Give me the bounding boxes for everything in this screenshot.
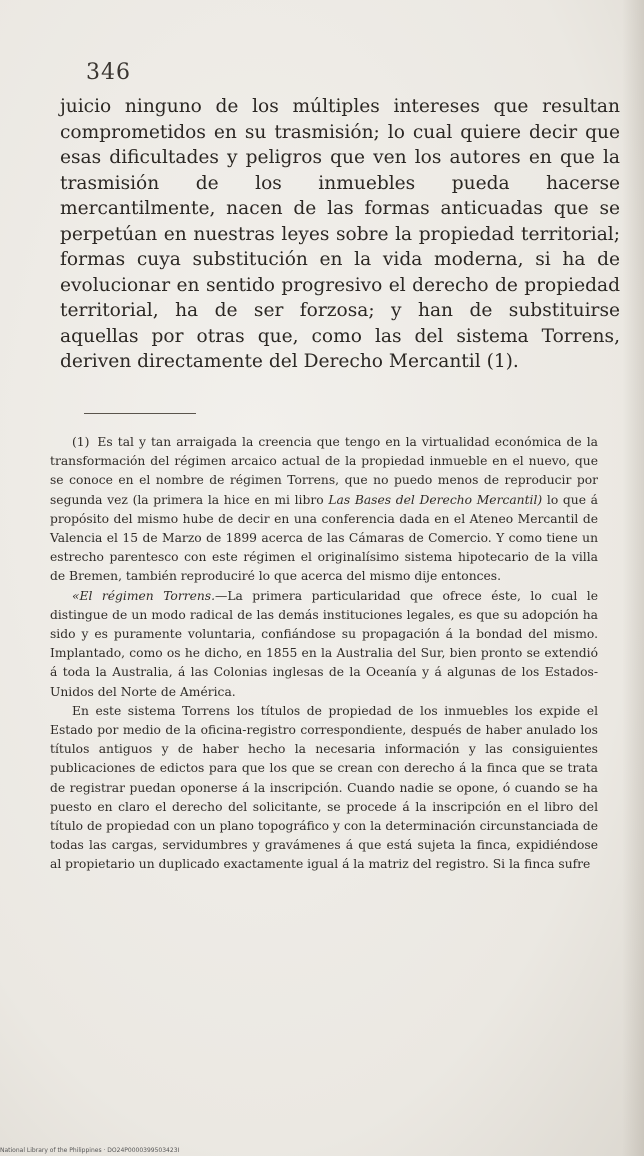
- page-edge-shadow: [622, 0, 644, 1156]
- footnote-paragraph-3: En este sistema Torrens los títulos de propiedad de los inmuebles los expide el Estado por medio de la oficina-registro correspondiente, después de haber anulado los títulos antiguos y de haber hecho la necesaria información y las consiguientes publicaciones de edictos para que los que se crean con derecho á la finca que se trata de registrar puedan oponerse á la inscripción. Cuando nadie se opone, ó cuando se ha puesto en claro el derecho del solicitante, se procede á la inscripción en el libro del título de propiedad con un plano topográfico y con la determinación circunstanciada de todas las cargas, servidumbres y gravámenes á que está sujeta la finca, expidiéndose al propietario un duplicado exactamente igual á la matriz del registro. Si la finca sufre: [50, 703, 598, 872]
- section-heading: «El régimen Torrens.: [72, 588, 216, 603]
- library-credit: National Library of the Philippines · DO24P0000399503423I: [0, 1147, 180, 1154]
- footnote-text: —La primera particularidad que ofrece éste, lo cual le distingue de un modo radical de las demás instituciones legales, es que su adopción ha sido y es puramente voluntaria, confiándose su propagación á la bondad del mismo. Implantado, como os he dicho, en 1855 en la Australia del Sur, bien pronto se extendió á toda la Australia, á las Colonias inglesas de la Oceanía y á algunas de los Estados-Unidos del Norte de América.: [50, 588, 598, 699]
- footnote-text-after-title: lo que á propósito del mismo hube de decir en una conferencia dada en el Ateneo Mercantil de Valencia el 15 de Marzo de 1899 acerca de las Cámaras de Comercio. Y como tiene un estrecho parentesco con este régimen el originalísimo sistema hipotecario de la villa de Bremen, también reproduciré lo que acerca del mismo dije entonces.: [50, 492, 598, 584]
- footnote-text-before-title: Es tal y tan arraigada la creencia que tengo en la virtualidad económica de la transformación del régimen arcaico actual de la propiedad inmueble en el nuevo, que se conoce en el nombre de régimen Torrens, que no puedo menos de reproducir por segunda vez (la primera la hice en mi libro: [50, 435, 598, 507]
- book-title: Las Bases del Derecho Mercantil): [328, 492, 543, 507]
- footnote-paragraph-1: [50, 433, 598, 587]
- footnote-paragraph-2: [50, 587, 598, 702]
- page-number: 346: [86, 60, 131, 85]
- main-paragraph: juicio ninguno de los múltiples intereses que resultan comprometidos en su trasmisión; lo cual quiere decir que esas dificultades y peligros que ven los autores en que la trasmisión de los inmuebles pueda hacerse mercantilmente, nacen de las formas anticuadas que se perpetúan en nuestras leyes sobre la propiedad territorial; formas cuya substitución en la vida moderna, si ha de evolucionar en sentido progresivo el derecho de propiedad territorial, ha de ser forzosa; y han de substituirse aquellas por otras que, como las del sistema Torrens, deriven directamente del Derecho Mercantil (1).: [60, 96, 620, 372]
- body-text: [60, 94, 620, 375]
- footnote-separator: [84, 413, 196, 414]
- footnotes: [50, 433, 598, 875]
- footnote-marker: (1): [72, 435, 90, 449]
